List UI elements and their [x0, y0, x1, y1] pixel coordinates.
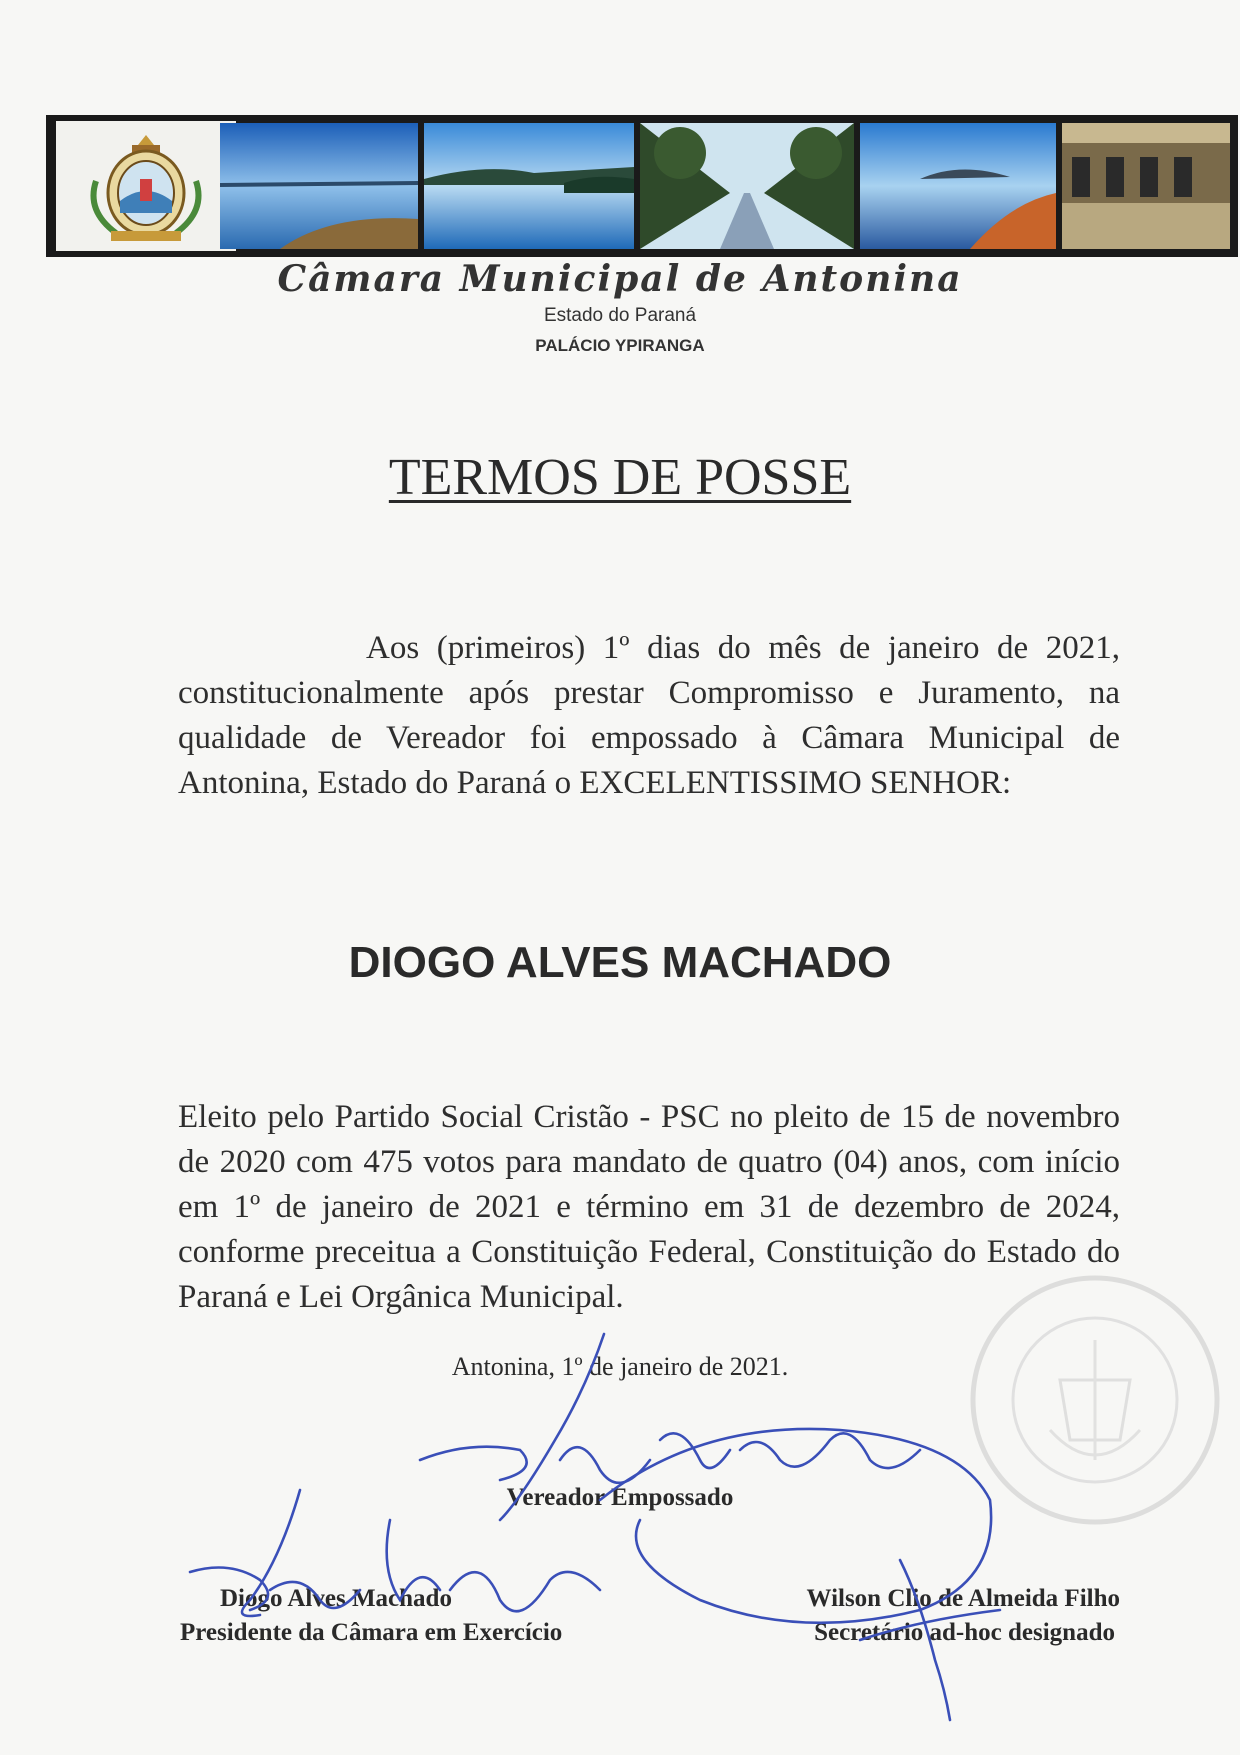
- paragraph-oath: Aos (primeiros) 1º dias do mês de janeiro de 2021, constitucionalmente após prestar Compromisso e Juramento, na qualidade de Vereador foi empossado à Câmara Municipal de Antonina, Estado do Paraná o EXCELENTISSIMO SENHOR:: [178, 630, 1120, 801]
- banner-photo-building: [1062, 123, 1230, 249]
- signature-block-secretary: [807, 1582, 1120, 1650]
- councilor-name: DIOGO ALVES MACHADO: [348, 938, 892, 987]
- city-crest-icon: [56, 121, 236, 251]
- institution-state: Estado do Paraná: [543, 305, 697, 326]
- handwritten-signature-councilor: [420, 1334, 1000, 1720]
- signature-role-councilor: Vereador Empossado: [506, 1484, 734, 1511]
- banner-photo-island: [424, 123, 634, 249]
- institution-name: Câmara Municipal de Antonina: [277, 258, 963, 300]
- signature-name-secretary: Wilson Clio de Almeida Filho: [806, 1585, 1120, 1612]
- signature-block-president: [180, 1582, 562, 1650]
- document-title: [0, 448, 1240, 507]
- signature-name-president: Diogo Alves Machado: [220, 1585, 452, 1612]
- institution-palace: PALÁCIO YPIRANGA: [535, 336, 705, 355]
- header-banner: [46, 115, 1238, 257]
- banner-photo-bay: [220, 123, 418, 249]
- document-title-text: TERMOS DE POSSE: [388, 449, 852, 506]
- place-date: Antonina, 1º de janeiro de 2021.: [451, 1352, 789, 1381]
- signature-role-president: Presidente da Câmara em Exercício: [180, 1619, 563, 1646]
- banner-photo-promenade: [640, 123, 854, 249]
- banner-photo-coast: [860, 123, 1056, 249]
- signature-role-secretary: Secretário ad-hoc designado: [814, 1619, 1115, 1646]
- paragraph-election: Eleito pelo Partido Social Cristão - PSC no pleito de 15 de novembro de 2020 com 475 votos para mandato de quatro (04) anos, com início em 1º de janeiro de 2021 e término em 31 de dezembro de 2024, conforme preceitua a Constituição Federal, Constituição do Estado do Paraná e Lei Orgânica Municipal.: [178, 1099, 1120, 1315]
